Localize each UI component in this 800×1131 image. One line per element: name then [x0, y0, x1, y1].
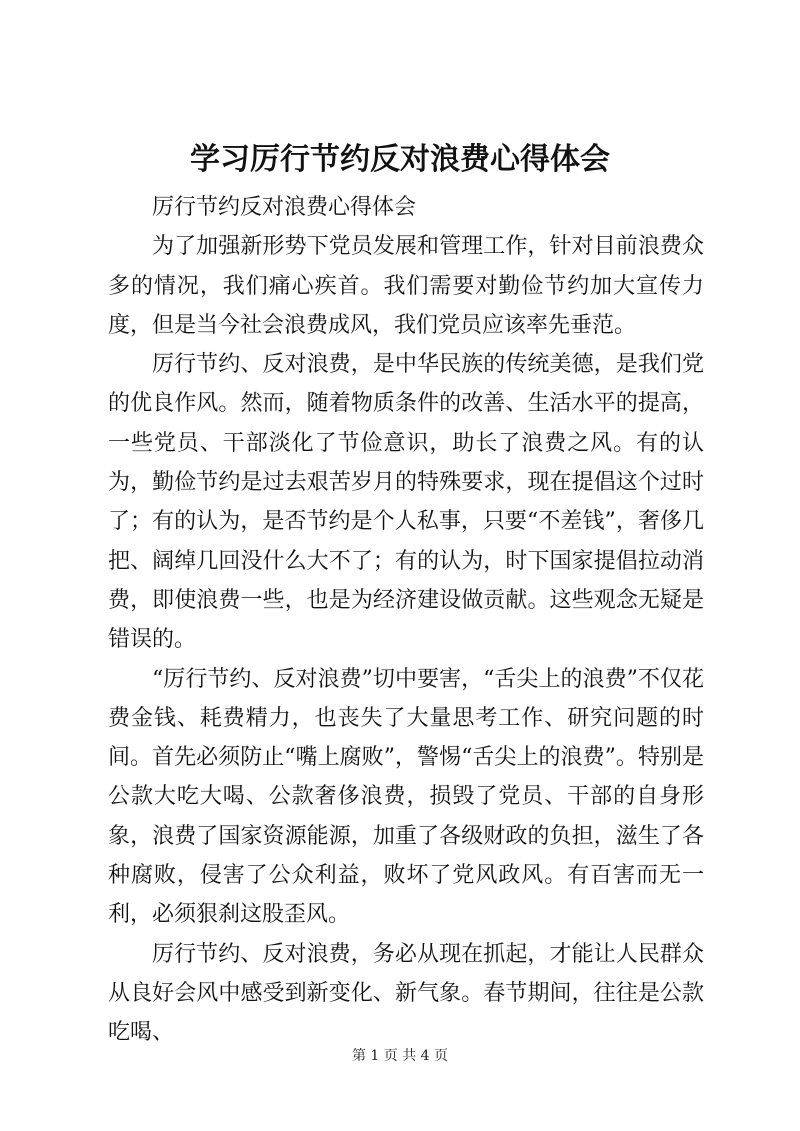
body-paragraph-4: 厉行节约、反对浪费，务必从现在抓起，才能让人民群众从良好会风中感受到新变化、新气象。春节期间，往往是公款吃喝、: [108, 941, 704, 1046]
body-paragraph-3: “厉行节约、反对浪费”切中要害，“舌尖上的浪费”不仅花费金钱、耗费精力，也丧失了大量思考工作、研究问题的时间。首先必须防止“嘴上腐败”，警惕“舌尖上的浪费”。特别是公款大吃大喝、公款奢侈浪费，损毁了党员、干部的自身形象，浪费了国家资源能源，加重了各级财政的负担，滋生了各种腐败，侵害了公众利益，败坏了党风政风。有百害而无一利，必须狠刹这股歪风。: [108, 666, 704, 928]
document-body: [108, 188, 704, 1053]
body-paragraph-1: 为了加强新形势下党员发展和管理工作，针对目前浪费众多的情况，我们痛心疾首。我们需要对勤俭节约加大宣传力度，但是当今社会浪费成风，我们党员应该率先垂范。: [108, 234, 704, 338]
body-paragraph-2: 厉行节约、反对浪费，是中华民族的传统美德，是我们党的优良作风。然而，随着物质条件的改善、生活水平的提高，一些党员、干部淡化了节俭意识，助长了浪费之风。有的认为，勤俭节约是过去艰苦岁月的特殊要求，现在提倡这个过时了；有的认为，是否节约是个人私事，只要“不差钱”，奢侈几把、阔绰几回没什么大不了；有的认为，时下国家提倡拉动消费，即使浪费一些，也是为经济建设做贡献。这些观念无疑是错误的。: [108, 352, 704, 653]
subtitle-paragraph: 厉行节约反对浪费心得体会: [152, 195, 417, 220]
document-title: 学习厉行节约反对浪费心得体会: [190, 142, 610, 177]
page-number-footer: 第 1 页 共 4 页: [351, 1048, 449, 1064]
